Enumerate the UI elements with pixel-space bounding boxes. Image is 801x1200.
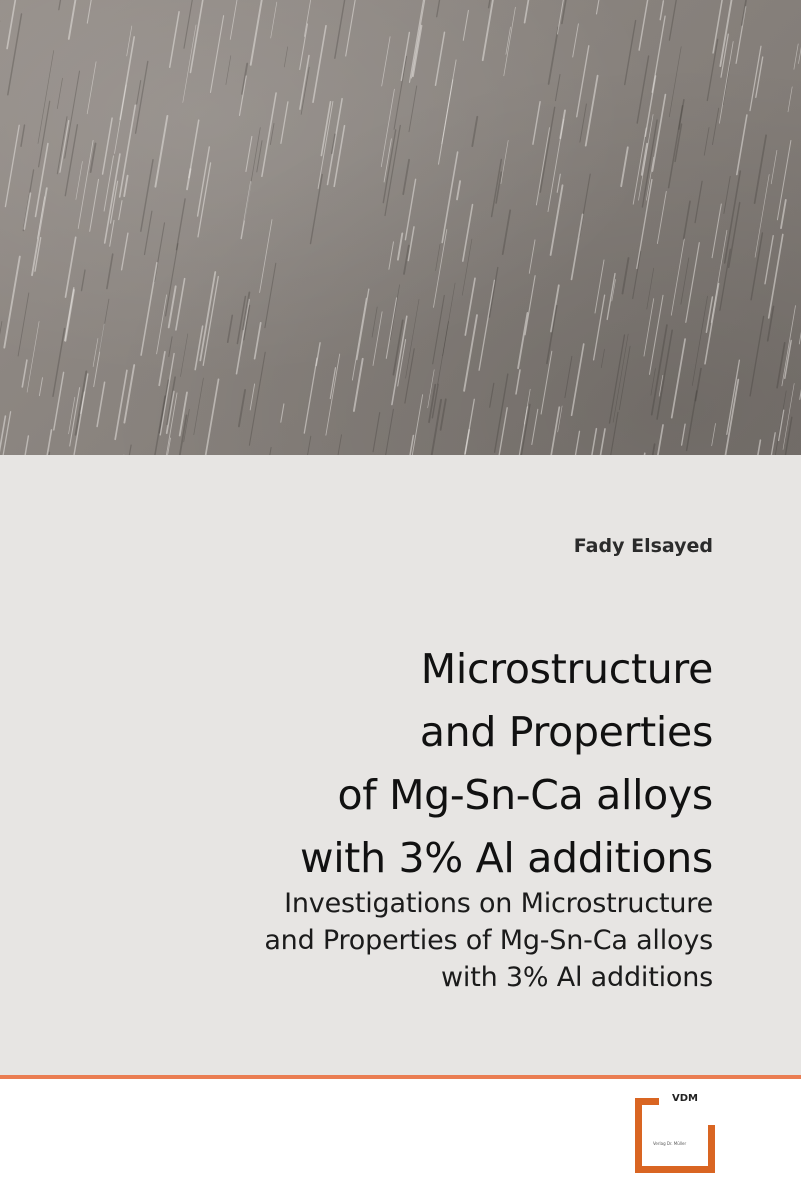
rain-streak	[501, 140, 508, 183]
rain-streak	[755, 135, 767, 203]
rain-streak	[532, 409, 538, 444]
rain-streak	[483, 0, 498, 60]
rain-streak	[181, 334, 188, 377]
rain-streak	[465, 430, 469, 454]
rain-streak	[18, 293, 29, 356]
rain-streak	[281, 102, 288, 143]
rain-streak	[0, 322, 2, 404]
rain-streak	[121, 445, 131, 455]
rain-streak	[354, 359, 363, 411]
rain-streak	[38, 51, 54, 144]
rain-streak	[65, 125, 77, 196]
rain-streak	[607, 274, 615, 320]
rain-streak	[203, 277, 218, 366]
rain-streak	[184, 0, 193, 48]
rain-streak	[747, 440, 761, 455]
rain-streak	[437, 0, 445, 17]
rain-streak	[639, 0, 651, 50]
rain-streak	[183, 25, 196, 103]
rain-streak	[107, 254, 113, 288]
rain-streak	[672, 339, 685, 418]
rain-streak	[169, 337, 172, 357]
book-subtitle-line: with 3% Al additions	[441, 962, 713, 993]
rain-streak	[100, 299, 109, 351]
rain-streak	[779, 410, 784, 440]
rain-streak	[712, 424, 716, 446]
rain-streak	[87, 0, 94, 23]
book-title	[73, 638, 713, 890]
rain-streak	[681, 258, 689, 304]
rain-streak	[472, 117, 477, 146]
rain-streak	[723, 64, 730, 105]
rain-streak	[242, 64, 247, 94]
rain-streak	[313, 26, 326, 102]
rain-streak	[119, 201, 122, 220]
rain-streaks-graphic	[0, 0, 801, 455]
rain-streak	[226, 56, 231, 85]
rain-streak	[712, 204, 721, 258]
rain-streak	[669, 0, 681, 40]
rain-streak	[597, 0, 602, 14]
rain-streak	[90, 179, 99, 231]
rain-streak	[304, 0, 313, 36]
rain-streak	[145, 211, 152, 254]
logo-bracket-right	[708, 1125, 715, 1173]
rain-streak	[409, 86, 417, 132]
rain-streak	[536, 128, 549, 205]
rain-streak	[230, 0, 237, 39]
rain-streak	[91, 144, 96, 173]
rain-streak	[372, 307, 377, 337]
rain-streak	[756, 57, 763, 97]
rain-streak	[3, 412, 11, 455]
rain-streak	[525, 276, 535, 335]
rain-streak	[141, 160, 153, 232]
rain-streak	[189, 120, 199, 177]
rain-streak	[65, 290, 74, 341]
rain-streak	[657, 191, 666, 243]
rain-texture-panel	[0, 0, 801, 455]
rain-streak	[516, 404, 530, 455]
rain-streak	[594, 295, 605, 360]
rain-streak	[751, 233, 762, 300]
rain-streak	[191, 0, 206, 72]
rain-streak	[684, 201, 690, 239]
rain-streak	[262, 93, 276, 176]
rain-streak	[711, 230, 727, 322]
rain-streak	[565, 356, 572, 397]
rain-streak	[406, 299, 419, 378]
rain-streak	[87, 62, 96, 114]
rain-streak	[771, 150, 777, 184]
rain-streak	[137, 81, 141, 104]
book-title-line: of Mg-Sn-Ca alloys	[337, 771, 713, 819]
rain-streak	[529, 240, 535, 273]
rain-streak	[103, 118, 113, 174]
rain-streak	[652, 325, 667, 415]
rain-streak	[644, 299, 654, 356]
rain-streak	[120, 105, 136, 197]
rain-streak	[260, 220, 272, 293]
rain-streak	[788, 87, 792, 112]
rain-streak	[176, 279, 185, 330]
rain-streak	[382, 37, 390, 86]
rain-streak	[157, 295, 167, 354]
rain-streak	[378, 409, 394, 455]
rain-streak	[551, 185, 563, 255]
rain-streak	[585, 429, 596, 455]
rain-streak	[155, 223, 165, 282]
rain-streak	[572, 344, 584, 415]
rain-streak	[462, 239, 472, 295]
rain-streak	[750, 316, 764, 396]
rain-streak	[518, 313, 527, 368]
rain-streak	[657, 330, 672, 419]
rain-streak	[205, 379, 218, 455]
rain-streak	[704, 128, 709, 156]
rain-streak	[59, 0, 63, 10]
author-name: Fady Elsayed	[573, 535, 713, 557]
rain-streak	[124, 176, 127, 196]
rain-streak	[682, 424, 686, 445]
rain-streak	[5, 125, 19, 206]
rain-streak	[572, 214, 583, 279]
rain-streak	[610, 335, 625, 423]
rain-streak	[304, 358, 317, 433]
book-subtitle	[73, 885, 713, 996]
rain-streak	[729, 203, 740, 268]
rain-streak	[785, 341, 791, 379]
rain-streak	[305, 436, 311, 455]
rain-streak	[228, 315, 233, 342]
rain-streak	[403, 160, 409, 195]
rain-streak	[637, 56, 648, 123]
rain-streak	[195, 326, 202, 369]
rain-streak	[707, 39, 717, 100]
rain-streak	[122, 233, 128, 270]
book-title-line: and Properties	[419, 708, 713, 756]
rain-streak	[14, 436, 29, 455]
rain-streak	[654, 425, 663, 455]
rain-streak	[159, 352, 165, 386]
rain-streak	[321, 102, 330, 156]
rain-streak	[36, 144, 48, 217]
rain-streak	[328, 99, 343, 185]
rain-streak	[398, 233, 402, 259]
rain-streak	[76, 161, 83, 199]
rain-streak	[705, 284, 719, 364]
rain-streak	[686, 243, 700, 323]
rain-streak	[465, 278, 475, 335]
rain-streak	[281, 404, 284, 422]
rain-streak	[737, 115, 747, 175]
rain-streak	[385, 126, 400, 216]
rain-streak	[381, 89, 394, 167]
rain-streak	[4, 257, 19, 348]
rain-streak	[115, 370, 127, 439]
rain-streak	[479, 280, 494, 370]
rain-streak	[82, 270, 86, 291]
rain-streak	[727, 360, 740, 434]
rain-streak	[457, 181, 460, 199]
rain-streak	[742, 0, 746, 25]
rain-streak	[78, 140, 93, 228]
rain-streak	[335, 0, 346, 58]
rain-streak	[777, 343, 785, 388]
rain-streak	[556, 75, 561, 101]
rain-streak	[436, 32, 445, 85]
rain-streak	[255, 323, 261, 359]
rain-streak	[696, 369, 702, 401]
rain-streak	[533, 102, 540, 145]
rain-streak	[551, 285, 559, 331]
rain-streak	[719, 42, 733, 124]
rain-streak	[439, 80, 453, 164]
rain-streak	[177, 199, 186, 250]
logo-bracket-top	[635, 1098, 659, 1105]
rain-streak	[660, 1, 663, 20]
rain-streak	[560, 110, 565, 138]
rain-streak	[669, 47, 681, 117]
rain-streak	[110, 220, 114, 246]
logo-bracket-left	[635, 1098, 642, 1173]
rain-streak	[489, 268, 497, 318]
publisher-mark: VDM	[672, 1093, 698, 1104]
rain-streak	[765, 236, 773, 284]
rain-streak	[566, 431, 580, 455]
rain-streak	[21, 125, 25, 146]
rain-streak	[65, 71, 80, 158]
rain-streak	[490, 383, 494, 407]
rain-streak	[394, 56, 406, 129]
rain-streak	[492, 160, 502, 217]
rain-streak	[32, 188, 47, 275]
rain-streak	[720, 0, 733, 66]
rain-streak	[271, 2, 277, 38]
rain-streak	[152, 396, 165, 455]
rain-streak	[390, 285, 399, 340]
rain-streak	[167, 392, 174, 434]
rain-streak	[503, 210, 511, 254]
rain-streak	[346, 0, 356, 56]
rain-streak	[60, 121, 69, 173]
vdm-publisher-logo-icon	[635, 1093, 715, 1173]
rain-streak	[262, 448, 271, 456]
rain-streak	[318, 102, 333, 189]
rain-streak	[573, 24, 579, 57]
rain-streak	[392, 316, 407, 404]
rain-streak	[647, 444, 655, 455]
rain-streak	[284, 47, 287, 67]
rain-streak	[724, 176, 730, 213]
rain-streak	[613, 334, 628, 422]
rain-streak	[335, 435, 341, 455]
rain-streak	[27, 321, 39, 392]
rain-streak	[194, 378, 204, 435]
rain-streak	[373, 312, 382, 366]
rain-streak	[8, 14, 22, 95]
rain-streak	[549, 27, 559, 84]
rain-streak	[441, 399, 446, 430]
rain-streak	[557, 174, 560, 192]
rain-streak	[540, 107, 554, 192]
rain-streak	[463, 205, 473, 262]
rain-streak	[141, 263, 157, 355]
rain-streak	[386, 298, 396, 358]
rain-streak	[300, 24, 308, 70]
rain-streak	[463, 10, 468, 40]
rain-streak	[443, 283, 455, 356]
rain-streak	[39, 378, 42, 396]
publisher-tagline: Verlag Dr. Müller	[653, 1141, 687, 1146]
rain-streak	[580, 104, 587, 142]
rain-streak	[326, 354, 340, 435]
rain-streak	[525, 0, 533, 23]
rain-streak	[97, 382, 105, 426]
book-subtitle-line: and Properties of Mg-Sn-Ca alloys	[264, 925, 713, 956]
rain-streak	[547, 306, 557, 364]
rain-streak	[401, 32, 409, 80]
rain-streak	[246, 136, 252, 171]
rain-streak	[781, 200, 786, 228]
rain-streak	[250, 384, 254, 410]
rain-streak	[436, 244, 440, 270]
rain-streak	[724, 380, 738, 455]
rain-streak	[37, 430, 52, 455]
rain-streak	[671, 239, 684, 315]
rain-streak	[623, 258, 629, 293]
rain-streak	[651, 369, 656, 396]
rain-streak	[170, 12, 179, 67]
rain-streak	[22, 360, 27, 387]
logo-bracket-bottom	[635, 1166, 715, 1173]
rain-streak	[713, 108, 719, 144]
rain-streak	[413, 26, 422, 76]
rain-streak	[766, 433, 775, 455]
rain-streak	[389, 242, 394, 269]
rain-streak	[69, 397, 75, 434]
rain-streak	[794, 44, 798, 69]
rain-streak	[57, 117, 67, 174]
rain-streak	[601, 349, 604, 368]
rain-streak	[57, 78, 62, 108]
rain-streak	[633, 251, 641, 298]
rain-streak	[625, 21, 636, 85]
rain-streak	[300, 56, 309, 110]
rain-streak	[504, 7, 516, 76]
rain-streak	[265, 263, 276, 327]
rain-streak	[311, 175, 323, 244]
rain-streak	[316, 343, 320, 366]
book-title-line: Microstructure	[420, 645, 713, 693]
rain-streak	[411, 395, 423, 455]
rain-streak	[768, 306, 774, 340]
rain-streak	[652, 16, 665, 92]
rain-streak	[373, 413, 380, 452]
rain-streak	[69, 0, 78, 39]
rain-streak	[240, 76, 247, 115]
rain-streak	[245, 128, 261, 221]
rain-streak	[93, 339, 98, 367]
rain-streak	[541, 351, 552, 414]
rain-streak	[357, 289, 369, 359]
rain-streak	[211, 16, 224, 93]
rain-streak	[669, 106, 683, 188]
rain-streak	[39, 101, 50, 167]
rain-streak	[352, 298, 366, 380]
rain-streak	[621, 147, 628, 186]
rain-streak	[115, 85, 127, 153]
rain-streak	[200, 272, 215, 360]
rain-streak	[516, 370, 520, 394]
rain-streak	[604, 412, 618, 455]
rain-streak	[53, 329, 65, 397]
rain-streak	[239, 390, 245, 426]
rain-streak	[695, 181, 702, 222]
rain-streak	[586, 76, 598, 146]
rain-streak	[155, 116, 167, 187]
rain-streak	[251, 0, 264, 65]
book-subtitle-line: Investigations on Microstructure	[284, 888, 713, 919]
book-title-line: with 3% Al additions	[299, 834, 713, 882]
rain-streak	[408, 227, 414, 261]
rain-streak	[24, 193, 30, 229]
rain-streak	[442, 152, 457, 242]
rain-streak	[577, 46, 589, 117]
